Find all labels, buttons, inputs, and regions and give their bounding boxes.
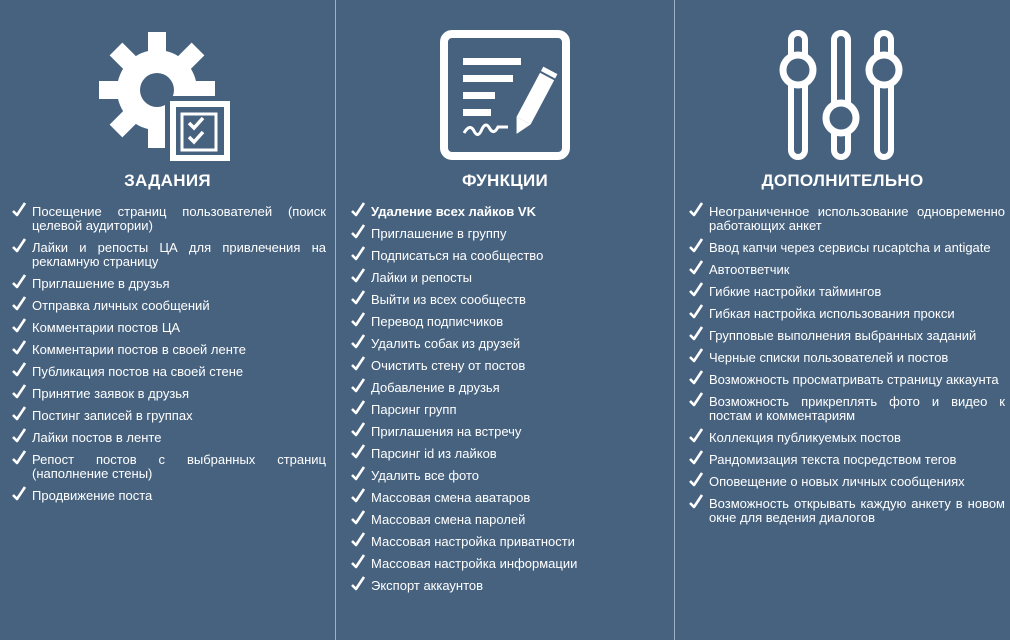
feature-item xyxy=(689,395,1005,423)
feature-item xyxy=(351,403,661,417)
feature-text: Возможность прикреплять фото и видео к постам и комментариям xyxy=(709,394,1005,423)
feature-list xyxy=(12,205,326,511)
checkmark-icon xyxy=(12,296,26,312)
feature-item xyxy=(12,387,326,401)
feature-text: Гибкие настройки таймингов xyxy=(709,284,882,299)
feature-item xyxy=(351,337,661,351)
feature-list xyxy=(689,205,1005,533)
feature-list xyxy=(351,205,661,601)
feature-text: Возможность просматривать страницу аккаунта xyxy=(709,372,999,387)
feature-item xyxy=(12,431,326,445)
feature-item xyxy=(12,241,326,269)
feature-text: Рандомизация текста посредством тегов xyxy=(709,452,957,467)
feature-text: Приглашение в друзья xyxy=(32,276,170,291)
checkmark-icon xyxy=(351,400,365,416)
checkmark-icon xyxy=(12,202,26,218)
checkmark-icon xyxy=(12,406,26,422)
feature-text: Лайки постов в ленте xyxy=(32,430,162,445)
checkmark-icon xyxy=(689,260,703,276)
document-pen-icon xyxy=(336,25,674,165)
checkmark-icon xyxy=(12,274,26,290)
feature-item xyxy=(689,431,1005,445)
feature-item xyxy=(12,489,326,503)
feature-text: Лайки и репосты xyxy=(371,270,472,285)
feature-item xyxy=(351,293,661,307)
checkmark-icon xyxy=(351,312,365,328)
feature-text: Приглашение в группу xyxy=(371,226,507,241)
checkmark-icon xyxy=(351,444,365,460)
checkmark-icon xyxy=(351,488,365,504)
checkmark-icon xyxy=(12,428,26,444)
feature-text: Оповещение о новых личных сообщениях xyxy=(709,474,965,489)
feature-text: Публикация постов на своей стене xyxy=(32,364,244,379)
feature-item xyxy=(12,299,326,313)
column-additional xyxy=(674,0,1010,640)
feature-item xyxy=(689,285,1005,299)
feature-text: Групповые выполнения выбранных заданий xyxy=(709,328,977,343)
feature-item xyxy=(12,321,326,335)
feature-text: Массовая настройка информации xyxy=(371,556,578,571)
feature-item xyxy=(351,491,661,505)
feature-text: Добавление в друзья xyxy=(371,380,500,395)
feature-text: Массовая смена паролей xyxy=(371,512,526,527)
feature-item xyxy=(351,535,661,549)
feature-item xyxy=(351,359,661,373)
feature-item xyxy=(689,241,1005,255)
checkmark-icon xyxy=(689,428,703,444)
checkmark-icon xyxy=(351,334,365,350)
feature-item xyxy=(351,447,661,461)
feature-text: Выйти из всех сообществ xyxy=(371,292,526,307)
feature-text: Комментарии постов в своей ленте xyxy=(32,342,246,357)
feature-text: Лайки и репосты ЦА для привлечения на рекламную страницу xyxy=(32,240,326,269)
column-functions xyxy=(335,0,674,640)
checkmark-icon xyxy=(351,202,365,218)
feature-text: Массовая смена аватаров xyxy=(371,490,531,505)
checkmark-icon xyxy=(689,472,703,488)
feature-item xyxy=(689,329,1005,343)
checkmark-icon xyxy=(351,268,365,284)
feature-text: Перевод подписчиков xyxy=(371,314,504,329)
feature-item xyxy=(351,205,661,219)
checkmark-icon xyxy=(689,348,703,364)
feature-item xyxy=(689,263,1005,277)
checkmark-icon xyxy=(689,304,703,320)
feature-item xyxy=(689,497,1005,525)
checkmark-icon xyxy=(351,554,365,570)
feature-item xyxy=(689,453,1005,467)
feature-item xyxy=(351,579,661,593)
feature-text: Принятие заявок в друзья xyxy=(32,386,190,401)
feature-item xyxy=(351,381,661,395)
column-title: ФУНКЦИИ xyxy=(461,171,549,190)
feature-text: Неограниченное использование одновременно работающих анкет xyxy=(709,204,1005,233)
feature-text: Репост постов с выбранных страниц (наполнение стены) xyxy=(32,452,326,481)
feature-text: Парсинг групп xyxy=(371,402,457,417)
feature-text: Удаление всех лайков VK xyxy=(371,204,536,219)
feature-item xyxy=(351,249,661,263)
feature-item xyxy=(351,469,661,483)
checkmark-icon xyxy=(689,370,703,386)
feature-text: Удалить все фото xyxy=(371,468,480,483)
feature-text: Комментарии постов ЦА xyxy=(32,320,181,335)
feature-item xyxy=(12,453,326,481)
feature-item xyxy=(12,409,326,423)
feature-item xyxy=(689,307,1005,321)
checkmark-icon xyxy=(351,356,365,372)
feature-item xyxy=(12,205,326,233)
checkmark-icon xyxy=(12,384,26,400)
checkmark-icon xyxy=(689,202,703,218)
checkmark-icon xyxy=(351,576,365,592)
feature-text: Коллекция публикуемых постов xyxy=(709,430,901,445)
checkmark-icon xyxy=(351,510,365,526)
feature-text: Массовая настройка приватности xyxy=(371,534,575,549)
feature-text: Черные списки пользователей и постов xyxy=(709,350,949,365)
feature-item xyxy=(689,475,1005,489)
checkmark-icon xyxy=(351,290,365,306)
checkmark-icon xyxy=(12,486,26,502)
feature-text: Возможность открывать каждую анкету в новом окне для ведения диалогов xyxy=(709,496,1005,525)
column-title: ДОПОЛНИТЕЛЬНО xyxy=(761,171,924,190)
checkmark-icon xyxy=(689,392,703,408)
checkmark-icon xyxy=(689,282,703,298)
feature-text: Подписаться на сообщество xyxy=(371,248,544,263)
checkmark-icon xyxy=(12,318,26,334)
sliders-icon xyxy=(675,25,1010,165)
checkmark-icon xyxy=(12,450,26,466)
checkmark-icon xyxy=(351,224,365,240)
feature-item xyxy=(351,315,661,329)
checkmark-icon xyxy=(351,466,365,482)
feature-item xyxy=(12,343,326,357)
feature-text: Продвижение поста xyxy=(32,488,153,503)
checkmark-icon xyxy=(12,340,26,356)
feature-text: Очистить стену от постов xyxy=(371,358,526,373)
checkmark-icon xyxy=(12,362,26,378)
feature-text: Постинг записей в группах xyxy=(32,408,193,423)
checkmark-icon xyxy=(351,378,365,394)
feature-text: Гибкая настройка использования прокси xyxy=(709,306,955,321)
checkmark-icon xyxy=(351,422,365,438)
feature-text: Удалить собак из друзей xyxy=(371,336,521,351)
column-tasks xyxy=(0,0,335,640)
checkmark-icon xyxy=(689,326,703,342)
checkmark-icon xyxy=(12,238,26,254)
feature-item xyxy=(12,277,326,291)
checkmark-icon xyxy=(689,450,703,466)
column-title: ЗАДАНИЯ xyxy=(124,171,211,190)
feature-item xyxy=(689,351,1005,365)
gear-checklist-icon xyxy=(0,25,335,165)
checkmark-icon xyxy=(351,246,365,262)
checkmark-icon xyxy=(689,494,703,510)
feature-item xyxy=(12,365,326,379)
feature-item xyxy=(689,205,1005,233)
feature-item xyxy=(351,425,661,439)
feature-item xyxy=(351,227,661,241)
feature-item xyxy=(351,557,661,571)
feature-text: Отправка личных сообщений xyxy=(32,298,210,313)
feature-text: Ввод капчи через сервисы rucaptcha и antigate xyxy=(709,240,991,255)
checkmark-icon xyxy=(351,532,365,548)
checkmark-icon xyxy=(689,238,703,254)
feature-text: Автоответчик xyxy=(709,262,790,277)
feature-text: Парсинг id из лайков xyxy=(371,446,497,461)
feature-item xyxy=(351,271,661,285)
feature-item xyxy=(689,373,1005,387)
feature-item xyxy=(351,513,661,527)
feature-text: Экспорт аккаунтов xyxy=(371,578,484,593)
feature-text: Приглашения на встречу xyxy=(371,424,522,439)
feature-text: Посещение страниц пользователей (поиск целевой аудитории) xyxy=(32,204,326,233)
